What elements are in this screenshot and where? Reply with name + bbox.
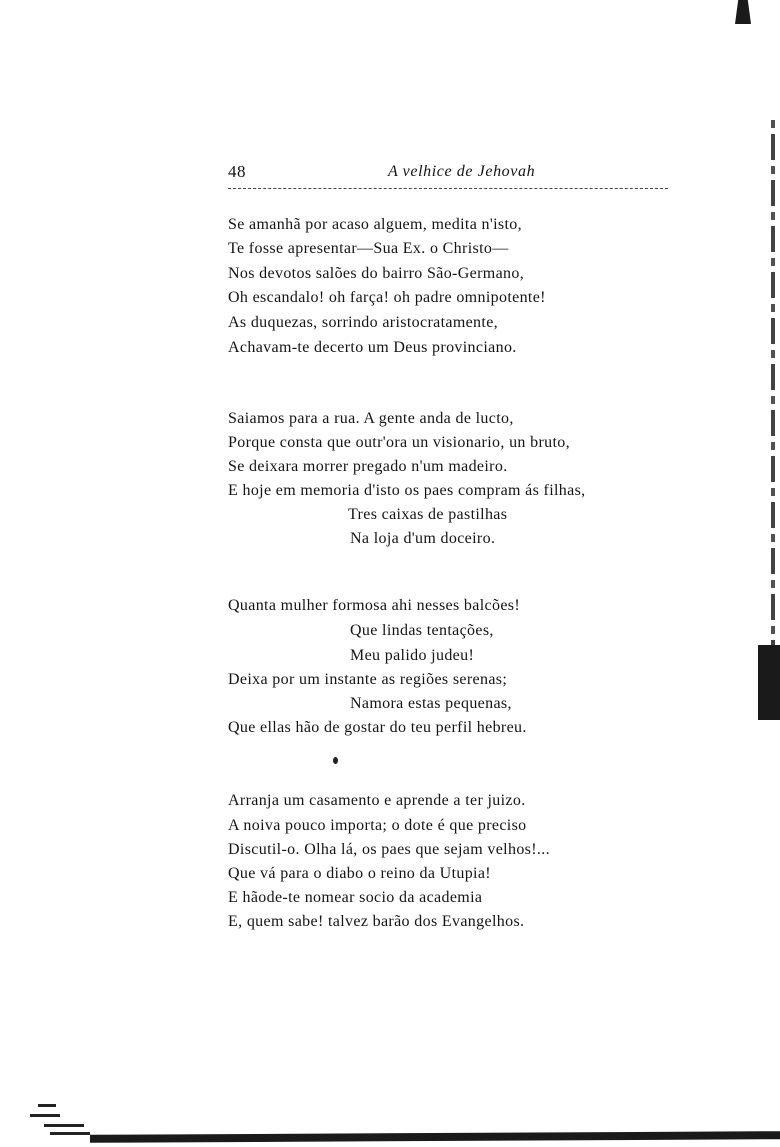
verse-line: Na loja d'um doceiro. xyxy=(350,530,496,547)
verse-line: Que ellas hão de gostar do teu perfil hebreu. xyxy=(228,719,527,736)
scan-bottom-bar xyxy=(90,1131,780,1143)
verse-line: As duquezas, sorrindo aristocratamente, xyxy=(228,314,499,331)
verse-line: Nos devotos salões do bairro São-Germano, xyxy=(228,265,525,282)
verse-line: Discutil-o. Olha lá, os paes que sejam velhos!... xyxy=(228,841,550,858)
verse-line: Que lindas tentações, xyxy=(350,622,494,639)
header-rule xyxy=(228,188,668,189)
verse-line: Te fosse apresentar—Sua Ex. o Christo— xyxy=(228,240,509,257)
verse-line: Oh escandalo! oh farça! oh padre omnipotente! xyxy=(228,289,546,306)
verse-line: E hoje em memoria d'isto os paes compram ás filhas, xyxy=(228,482,586,499)
verse-line: Tres caixas de pastilhas xyxy=(348,506,508,523)
verse-line: Quanta mulher formosa ahi nesses balcões! xyxy=(228,597,521,614)
verse-line: Saiamos para a rua. A gente anda de lucto, xyxy=(228,410,514,427)
verse-line: Achavam-te decerto um Deus provinciano. xyxy=(228,339,517,356)
verse-line: A noiva pouco importa; o dote é que preciso xyxy=(228,817,527,834)
verse-line: Namora estas pequenas, xyxy=(350,695,512,712)
verse-line: Meu palido judeu! xyxy=(350,647,475,664)
scan-edge-block xyxy=(758,645,780,720)
verse-line: Porque consta que outr'ora un visionario, un bruto, xyxy=(228,434,571,451)
verse-line: Se deixara morrer pregado n'um madeiro. xyxy=(228,458,508,475)
scan-bottom-left-marks xyxy=(30,1100,90,1140)
stanza-ornament xyxy=(333,757,338,764)
scan-edge-shadow xyxy=(771,120,775,720)
verse-line: E, quem sabe! talvez barão dos Evangelhos. xyxy=(228,913,525,930)
verse-line: Deixa por um instante as regiões serenas; xyxy=(228,671,508,688)
scan-corner-mark xyxy=(735,0,751,24)
page-number: 48 xyxy=(228,162,246,181)
page-header xyxy=(228,162,668,188)
running-title: A velhice de Jehovah xyxy=(388,163,536,180)
verse-line: Se amanhã por acaso alguem, medita n'isto, xyxy=(228,216,522,233)
verse-line: Arranja um casamento e aprende a ter juizo. xyxy=(228,792,526,809)
verse-line: Que vá para o diabo o reino da Utupia! xyxy=(228,865,491,882)
verse-line: E hãode-te nomear socio da academia xyxy=(228,889,483,906)
